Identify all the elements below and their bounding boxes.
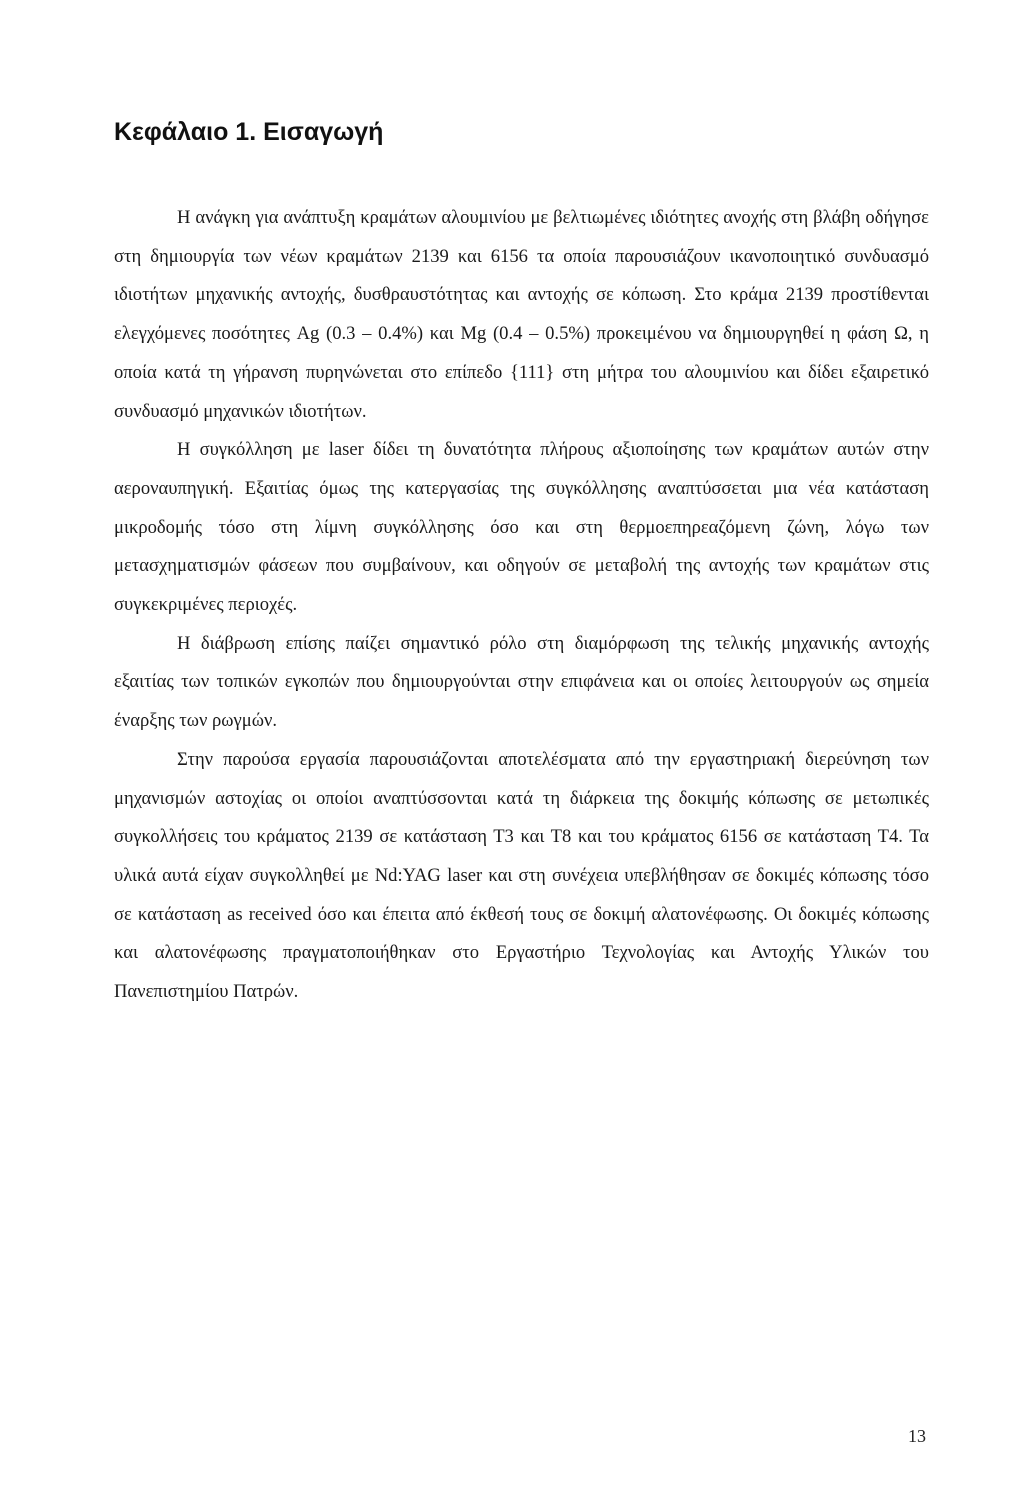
paragraph: Η ανάγκη για ανάπτυξη κραμάτων αλουμινίου με βελτιωμένες ιδιότητες ανοχής στη βλάβη οδήγησε στη δημιουργία των νέων κραμάτων 2139 και 6156 τα οποία παρουσιάζουν ικανοποιητικό συνδυασμό ιδιοτήτων μηχανικής αντοχής, δυσθραυστότητας και αντοχής σε κόπωση. Στο κράμα 2139 προστίθενται ελεγχόμενες ποσότητες Ag (0.3 – 0.4%) και Mg (0.4 – 0.5%) προκειμένου να δημιουργηθεί η φάση Ω, η οποία κατά τη γήρανση πυρηνώνεται στο επίπεδο {111} στη μήτρα του αλουμινίου και δίδει εξαιρετικό συνδυασμό μηχανικών ιδιοτήτων. [114,207,929,422]
paragraph: Η διάβρωση επίσης παίζει σημαντικό ρόλο στη διαμόρφωση της τελικής μηχανικής αντοχής εξαιτίας των τοπικών εγκοπών που δημιουργούνται στην επιφάνεια και οι οποίες λειτουργούν ως σημεία έναρξης των ρωγμών. [114,632,929,732]
body-text [114,199,929,1012]
paragraph: Στην παρούσα εργασία παρουσιάζονται αποτελέσματα από την εργαστηριακή διερεύνηση των μηχανισμών αστοχίας οι οποίοι αναπτύσσονται κατά τη διάρκεια της δοκιμής κόπωσης σε μετωπικές συγκολλήσεις του κράματος 2139 σε κατάσταση Τ3 και Τ8 και του κράματος 6156 σε κατάσταση Τ4. Τα υλικά αυτά είχαν συγκολληθεί με Nd:YAG laser και στη συνέχεια υπεβλήθησαν σε δοκιμές κόπωσης τόσο σε κατάσταση as received όσο και έπειτα από έκθεσή τους σε δοκιμή αλατονέφωσης. Οι δοκιμές κόπωσης και αλατονέφωσης πραγματοποιήθηκαν στο Εργαστήριο Τεχνολογίας και Αντοχής Υλικών του Πανεπιστημίου Πατρών. [114,748,929,1003]
paragraph: Η συγκόλληση με laser δίδει τη δυνατότητα πλήρους αξιοποίησης των κραμάτων αυτών στην αεροναυπηγική. Εξαιτίας όμως της κατεργασίας της συγκόλλησης αναπτύσσεται μια νέα κατάσταση μικροδομής τόσο στη λίμνη συγκόλλησης όσο και στη θερμοεπηρεαζόμενη ζώνη, λόγω των μετασχηματισμών φάσεων που συμβαίνουν, και οδηγούν σε μεταβολή της αντοχής των κραμάτων στις συγκεκριμένες περιοχές. [114,439,929,616]
chapter-title: Κεφάλαιο 1. Εισαγωγή [114,118,384,146]
page-number: 13 [908,1426,926,1446]
